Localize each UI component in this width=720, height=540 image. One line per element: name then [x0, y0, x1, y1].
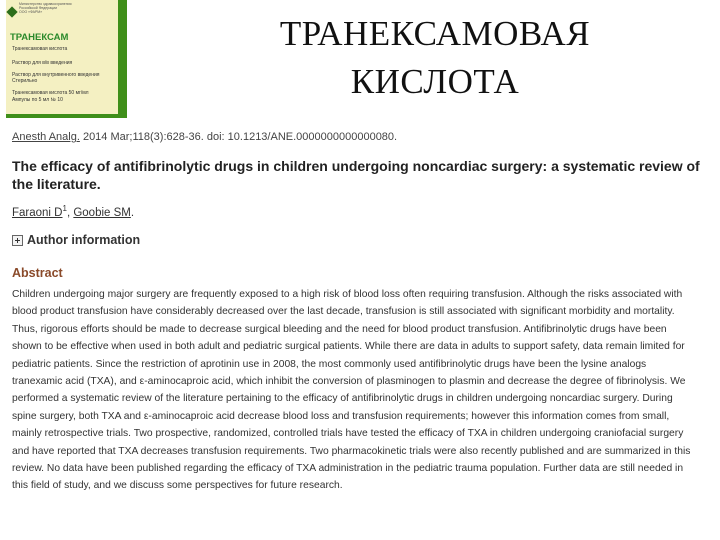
abstract-line: this field of study, and we discuss some perspectives for future research.	[12, 480, 343, 492]
package-side-stripe	[118, 0, 127, 118]
expand-plus-icon[interactable]	[12, 235, 23, 246]
package-line: Стерильно	[12, 78, 38, 84]
package-line: Транексамовая кислота 50 мг/мл	[12, 90, 89, 96]
journal-link[interactable]: Anesth Analg.	[12, 131, 80, 143]
abstract-body	[12, 286, 712, 495]
abstract-line: Children undergoing major surgery are frequently exposed to a high risk of blood loss often requiring transfusion. Although the risks associated with	[12, 289, 683, 300]
package-manufacturer-text: Министерство здравоохранения Российской Федерации ООО «ФАРМ»	[19, 2, 72, 15]
package-line: Ампулы по 5 мл № 10	[12, 97, 63, 103]
slide-title-line-1: ТРАНЕКСАМОВАЯ	[279, 14, 591, 53]
abstract-line: shown to be effective when used in both adult and pediatric surgical patients. While there are data in adults to support safety, data remain limited for	[12, 341, 685, 353]
abstract-heading: Abstract	[12, 266, 63, 280]
package-line: Транексамовая кислота	[12, 46, 68, 52]
slide-title-line-2: КИСЛОТА	[350, 62, 520, 101]
author-affiliation-mark: 1	[62, 204, 67, 213]
package-line: Раствор для внутривенного введения	[12, 72, 100, 78]
package-line: Раствор для в/в введения	[12, 60, 73, 66]
drug-package-image	[0, 0, 127, 118]
abstract-line: pediatric patients. Since the restriction of aprotinin use in 2008, the most commonly used antifibrinolytic drugs have been the lysine analogs	[12, 358, 647, 370]
author-list	[12, 204, 134, 219]
author-information-label: Author information	[27, 233, 141, 247]
citation	[12, 131, 397, 143]
author-link[interactable]: Goobie SM	[73, 206, 131, 219]
author-list-end: .	[130, 206, 135, 219]
package-header	[6, 2, 110, 18]
article-title: The efficacy of antifibrinolytic drugs in children undergoing noncardiac surgery: a systematic review of the literature.	[12, 158, 700, 192]
abstract-line: mainly retrospective trials. Two prospective, randomized, controlled trials have tested the efficacy of TXA in children undergoing craniofacial surgery	[12, 428, 684, 440]
package-bottom-band	[6, 114, 118, 118]
manufacturer-logo-icon	[6, 6, 17, 17]
abstract-line: and have reported that TXA decreases transfusion requirements. Two pharmacokinetic trials were also recently published and are summarized in this	[12, 445, 691, 457]
package-brand: ТРАНЕКСАМ	[10, 32, 69, 43]
abstract-line: Thus, rigorous efforts should be made to decrease surgical bleeding and the need for blood product transfusion. Antifibrinolytic drugs have been	[12, 323, 667, 335]
abstract-line: tranexamic acid (TXA), and ε-aminocaproic acid, which inhibit the conversion of plasminogen to plasmin and decrease the degree of fibrinolysis. We	[12, 376, 686, 388]
abstract-line: performed a systematic review of the literature pertaining to the efficacy of antifibrinolytic drugs in children undergoing noncardiac surgery. During	[12, 393, 673, 405]
abstract-line: review. No data have been published regarding the efficacy of TXA administration in the pediatric trauma population. Further data are still needed in	[12, 463, 684, 475]
author-link[interactable]: Faraoni D	[12, 206, 63, 219]
abstract-line: spine surgery, both TXA and ε-aminocaproic acid decrease blood loss and transfusion requirements; however this information comes from small,	[12, 410, 670, 422]
author-separator: ,	[66, 206, 74, 219]
abstract-line: blood product transfusion have considerably decreased over the last decade, transfusion is still associated with significant morbidity and mortality.	[12, 306, 675, 318]
citation-details: 2014 Mar;118(3):628-36. doi: 10.1213/ANE.0000000000000080.	[79, 131, 398, 143]
author-information-toggle[interactable]	[12, 233, 140, 247]
slide-title	[210, 10, 660, 106]
